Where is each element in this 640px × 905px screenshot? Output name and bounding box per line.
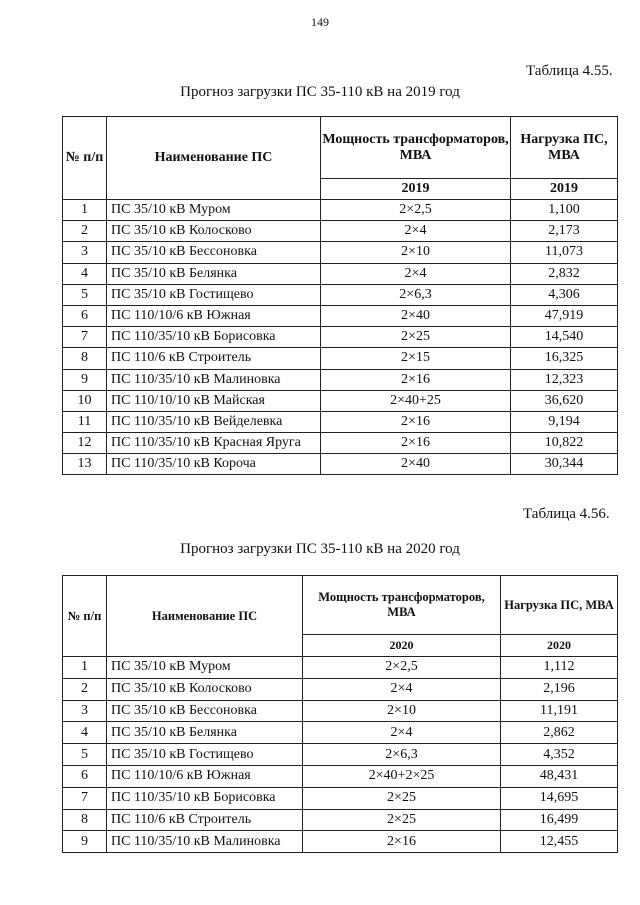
row-number-cell: 13 [63, 454, 107, 475]
row-number-cell: 6 [63, 765, 107, 787]
substation-name-cell: ПС 35/10 кВ Бессоновка [107, 242, 321, 263]
column-header-name: Наименование ПС [107, 117, 321, 200]
transformer-power-cell: 2×6,3 [321, 284, 511, 305]
table-row [63, 744, 618, 766]
column-header-power-year: 2020 [303, 635, 501, 657]
table-row [63, 369, 618, 390]
forecast-table-2020 [62, 575, 618, 853]
substation-load-cell: 1,112 [501, 657, 618, 679]
substation-name-cell: ПС 110/6 кВ Строитель [107, 809, 303, 831]
substation-load-cell: 1,100 [511, 200, 618, 221]
table-row [63, 284, 618, 305]
row-number-cell: 4 [63, 722, 107, 744]
table-row [63, 200, 618, 221]
table-caption: Таблица 4.56. [523, 506, 610, 522]
table-row [63, 831, 618, 853]
substation-load-cell: 9,194 [511, 411, 618, 432]
row-number-cell: 7 [63, 787, 107, 809]
transformer-power-cell: 2×6,3 [303, 744, 501, 766]
substation-load-cell: 2,832 [511, 263, 618, 284]
substation-load-cell: 30,344 [511, 454, 618, 475]
substation-name-cell: ПС 110/10/6 кВ Южная [107, 765, 303, 787]
table-row [63, 348, 618, 369]
forecast-table-2019 [62, 116, 618, 475]
substation-name-cell: ПС 110/10/10 кВ Майская [107, 390, 321, 411]
table-body [63, 200, 618, 475]
transformer-power-cell: 2×10 [321, 242, 511, 263]
table-title: Прогноз загрузки ПС 35-110 кВ на 2019 год [180, 84, 460, 100]
substation-name-cell: ПС 110/35/10 кВ Короча [107, 454, 321, 475]
transformer-power-cell: 2×4 [321, 263, 511, 284]
substation-name-cell: ПС 110/35/10 кВ Вейделевка [107, 411, 321, 432]
substation-load-cell: 47,919 [511, 305, 618, 326]
table-title: Прогноз загрузки ПС 35-110 кВ на 2020 год [180, 541, 460, 557]
table-row [63, 221, 618, 242]
row-number-cell: 5 [63, 284, 107, 305]
substation-load-cell: 11,191 [501, 700, 618, 722]
table-row [63, 700, 618, 722]
substation-name-cell: ПС 110/35/10 кВ Красная Яруга [107, 433, 321, 454]
transformer-power-cell: 2×40+25 [321, 390, 511, 411]
row-number-cell: 3 [63, 700, 107, 722]
table-row [63, 327, 618, 348]
substation-name-cell: ПС 110/6 кВ Строитель [107, 348, 321, 369]
transformer-power-cell: 2×16 [303, 831, 501, 853]
column-header-load-year: 2020 [501, 635, 618, 657]
transformer-power-cell: 2×25 [303, 809, 501, 831]
row-number-cell: 1 [63, 657, 107, 679]
row-number-cell: 6 [63, 305, 107, 326]
substation-load-cell: 2,862 [501, 722, 618, 744]
substation-name-cell: ПС 110/10/6 кВ Южная [107, 305, 321, 326]
substation-load-cell: 4,306 [511, 284, 618, 305]
transformer-power-cell: 2×25 [321, 327, 511, 348]
table-row [63, 454, 618, 475]
substation-load-cell: 10,822 [511, 433, 618, 454]
substation-name-cell: ПС 110/35/10 кВ Борисовка [107, 327, 321, 348]
substation-load-cell: 4,352 [501, 744, 618, 766]
column-header-load: Нагрузка ПС, МВА [511, 117, 618, 179]
column-header-load-year: 2019 [511, 179, 618, 200]
transformer-power-cell: 2×25 [303, 787, 501, 809]
transformer-power-cell: 2×4 [303, 722, 501, 744]
column-header-power: Мощность трансформаторов, МВА [303, 576, 501, 635]
substation-load-cell: 12,323 [511, 369, 618, 390]
transformer-power-cell: 2×2,5 [321, 200, 511, 221]
table-row [63, 722, 618, 744]
substation-name-cell: ПС 35/10 кВ Муром [107, 657, 303, 679]
transformer-power-cell: 2×40+2×25 [303, 765, 501, 787]
table-row [63, 678, 618, 700]
substation-load-cell: 12,455 [501, 831, 618, 853]
substation-load-cell: 2,196 [501, 678, 618, 700]
row-number-cell: 8 [63, 809, 107, 831]
row-number-cell: 9 [63, 831, 107, 853]
transformer-power-cell: 2×10 [303, 700, 501, 722]
table-row [63, 305, 618, 326]
row-number-cell: 5 [63, 744, 107, 766]
column-header-number: № п/п [63, 576, 107, 657]
table-body [63, 657, 618, 853]
substation-name-cell: ПС 35/10 кВ Гостищево [107, 284, 321, 305]
substation-load-cell: 16,325 [511, 348, 618, 369]
row-number-cell: 3 [63, 242, 107, 263]
substation-name-cell: ПС 35/10 кВ Колосково [107, 221, 321, 242]
table-row [63, 263, 618, 284]
substation-name-cell: ПС 35/10 кВ Колосково [107, 678, 303, 700]
row-number-cell: 8 [63, 348, 107, 369]
substation-name-cell: ПС 35/10 кВ Белянка [107, 263, 321, 284]
substation-load-cell: 36,620 [511, 390, 618, 411]
table-row [63, 411, 618, 432]
transformer-power-cell: 2×2,5 [303, 657, 501, 679]
column-header-number: № п/п [63, 117, 107, 200]
table-row [63, 390, 618, 411]
substation-load-cell: 14,695 [501, 787, 618, 809]
substation-name-cell: ПС 35/10 кВ Гостищево [107, 744, 303, 766]
row-number-cell: 9 [63, 369, 107, 390]
table-row [63, 657, 618, 679]
substation-name-cell: ПС 110/35/10 кВ Малиновка [107, 369, 321, 390]
table-row [63, 433, 618, 454]
page-number: 149 [311, 15, 329, 29]
substation-name-cell: ПС 35/10 кВ Белянка [107, 722, 303, 744]
table-row [63, 787, 618, 809]
row-number-cell: 7 [63, 327, 107, 348]
substation-name-cell: ПС 110/35/10 кВ Малиновка [107, 831, 303, 853]
transformer-power-cell: 2×16 [321, 411, 511, 432]
column-header-name: Наименование ПС [107, 576, 303, 657]
row-number-cell: 1 [63, 200, 107, 221]
row-number-cell: 4 [63, 263, 107, 284]
substation-load-cell: 14,540 [511, 327, 618, 348]
row-number-cell: 12 [63, 433, 107, 454]
transformer-power-cell: 2×40 [321, 454, 511, 475]
transformer-power-cell: 2×40 [321, 305, 511, 326]
table-row [63, 809, 618, 831]
transformer-power-cell: 2×16 [321, 369, 511, 390]
table-row [63, 765, 618, 787]
substation-name-cell: ПС 35/10 кВ Бессоновка [107, 700, 303, 722]
row-number-cell: 11 [63, 411, 107, 432]
substation-load-cell: 16,499 [501, 809, 618, 831]
column-header-power-year: 2019 [321, 179, 511, 200]
transformer-power-cell: 2×4 [303, 678, 501, 700]
substation-load-cell: 11,073 [511, 242, 618, 263]
row-number-cell: 2 [63, 221, 107, 242]
table-row [63, 242, 618, 263]
transformer-power-cell: 2×15 [321, 348, 511, 369]
table-caption: Таблица 4.55. [526, 63, 613, 79]
substation-name-cell: ПС 110/35/10 кВ Борисовка [107, 787, 303, 809]
column-header-power: Мощность трансформаторов, МВА [321, 117, 511, 179]
substation-load-cell: 2,173 [511, 221, 618, 242]
transformer-power-cell: 2×4 [321, 221, 511, 242]
substation-name-cell: ПС 35/10 кВ Муром [107, 200, 321, 221]
transformer-power-cell: 2×16 [321, 433, 511, 454]
substation-load-cell: 48,431 [501, 765, 618, 787]
row-number-cell: 10 [63, 390, 107, 411]
row-number-cell: 2 [63, 678, 107, 700]
column-header-load: Нагрузка ПС, МВА [501, 576, 618, 635]
